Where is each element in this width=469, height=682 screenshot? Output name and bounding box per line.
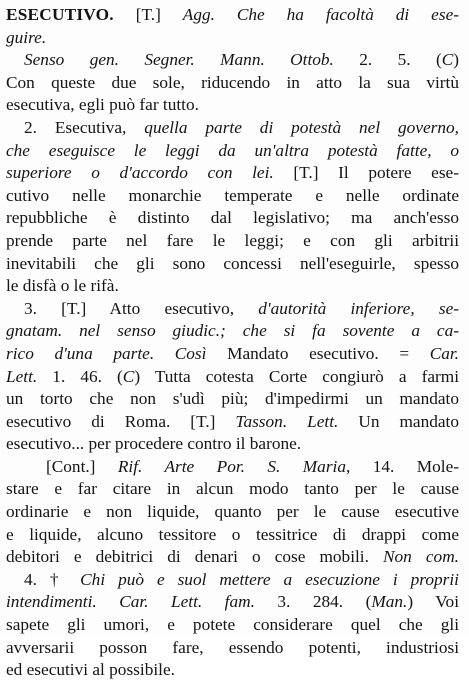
text-span: Con queste due sole, riducendo in atto la sua virtù [6, 72, 459, 92]
italic-text: C [122, 366, 135, 386]
italic-text: rico d'una parte. Così [6, 343, 207, 363]
entry-line [6, 614, 459, 637]
text-span: inevitabili che gli sono concessi nell'eseguirle, spesso [6, 253, 459, 273]
entry-line [6, 524, 459, 547]
entry-line [6, 433, 459, 456]
entry-line [6, 343, 459, 366]
text-span: [T.] [113, 5, 183, 24]
text-span: 4. † [24, 569, 81, 589]
text-span: ) Tutta cotesta Corte congiurò a farmi [134, 366, 459, 386]
text-span: Un mandato [338, 411, 459, 431]
italic-text: guire. [6, 27, 47, 47]
text-span: sapete gli umori, e potete considerare quel che gli [6, 615, 459, 635]
text-span: ordinarie e non liquide, quanto per le cause esecutive [6, 502, 459, 522]
entry-line [6, 411, 459, 434]
entry-line [6, 388, 459, 411]
entry-line [6, 185, 459, 208]
italic-text: Car. [429, 343, 459, 363]
text-span: esecutivo di Roma. [T.] [6, 411, 236, 431]
entry-line [6, 478, 459, 501]
entry-line [6, 253, 459, 276]
text-span: [Cont.] [46, 456, 118, 476]
entry-line [6, 72, 459, 95]
entry-line [6, 366, 459, 389]
entry-line [6, 27, 459, 50]
text-span: 3. [T.] Atto esecutivo, [24, 298, 259, 318]
entry-line [6, 569, 459, 592]
italic-text: Tasson. Lett. [235, 411, 339, 431]
entry-line [6, 298, 459, 321]
text-span: 14. Mole- [350, 456, 459, 476]
entry-line [6, 4, 459, 27]
italic-text: Lett. [6, 366, 38, 386]
entry-line [6, 659, 459, 682]
entry-line [6, 501, 459, 524]
italic-text: C [441, 50, 454, 70]
text-span: un torto che non s'udì più; d'impedirmi un mandato [6, 389, 459, 409]
text-span: ) [453, 50, 459, 70]
entry-line [6, 140, 459, 163]
text-span: 3. 284. ( [254, 592, 372, 612]
entry-line [6, 546, 459, 569]
text-span: ed esecutivi al possibile. [6, 660, 175, 680]
text-span: esecutiva, egli può far tutto. [6, 95, 199, 115]
entry-line [6, 320, 459, 343]
entry-line [6, 275, 459, 298]
italic-text: quella parte di potestà nel governo, [144, 117, 459, 137]
italic-text: superiore o d'accordo con lei. [6, 163, 274, 183]
entry-line [6, 117, 459, 140]
text-span: esecutivo... per procedere contro il barone. [6, 434, 302, 454]
italic-text: Non com. [383, 547, 459, 567]
entry-line [6, 207, 459, 230]
entry-line [6, 591, 459, 614]
text-span: stare e far citare in alcun modo tanto per le cause [6, 479, 459, 499]
entry-line [6, 162, 459, 185]
italic-text: che eseguisce le leggi da un'altra potestà fatte, o [6, 140, 459, 160]
text-span: 2. Esecutiva, [24, 117, 145, 137]
headword: ESECUTIVO. [6, 5, 114, 24]
text-span: [T.] Il potere ese- [273, 163, 459, 183]
italic-text: Man. [371, 592, 408, 612]
text-span: debitori e debitrici di denari o cose mobili. [6, 547, 383, 567]
text-span: repubbliche è distinto dal legislativo; ma anch'esso [6, 208, 459, 228]
dictionary-entry-esecutivo [6, 4, 459, 682]
italic-text: intendimenti. Car. Lett. fam. [6, 592, 255, 612]
text-span: Mandato esecutivo. = [206, 343, 430, 363]
text-span: e liquide, alcuno tessitore o tessitrice di drappi come [6, 524, 459, 544]
entry-line [6, 456, 459, 479]
italic-text: Agg. Che ha facoltà di ese- [182, 5, 459, 24]
italic-text: Senso gen. Segner. Mann. Ottob. [24, 50, 334, 70]
text-span: 2. 5. ( [333, 50, 442, 70]
entry-line [6, 49, 459, 72]
text-span: avversarii posson fare, essendo potenti, industriosi [6, 637, 459, 657]
entry-line [6, 94, 459, 117]
text-span: ) Voi [407, 592, 459, 612]
text-span: 1. 46. ( [37, 366, 123, 386]
italic-text: gnatam. nel senso giudic.; che si fa sovente a ca- [6, 321, 459, 341]
italic-text: d'autorità inferiore, se- [258, 298, 459, 318]
text-span: cutivo nelle monarchie temperate e nelle ordinate [6, 185, 459, 205]
italic-text: Rif. Arte Por. S. Maria, [117, 456, 351, 476]
text-span: le disfà o le rifà. [6, 276, 119, 296]
entry-line [6, 230, 459, 253]
entry-line [6, 637, 459, 660]
italic-text: Chi può e suol mettere a esecuzione i proprii [80, 569, 459, 589]
text-span: prende parte nel fare le leggi; e con gli arbitrii [6, 230, 459, 250]
